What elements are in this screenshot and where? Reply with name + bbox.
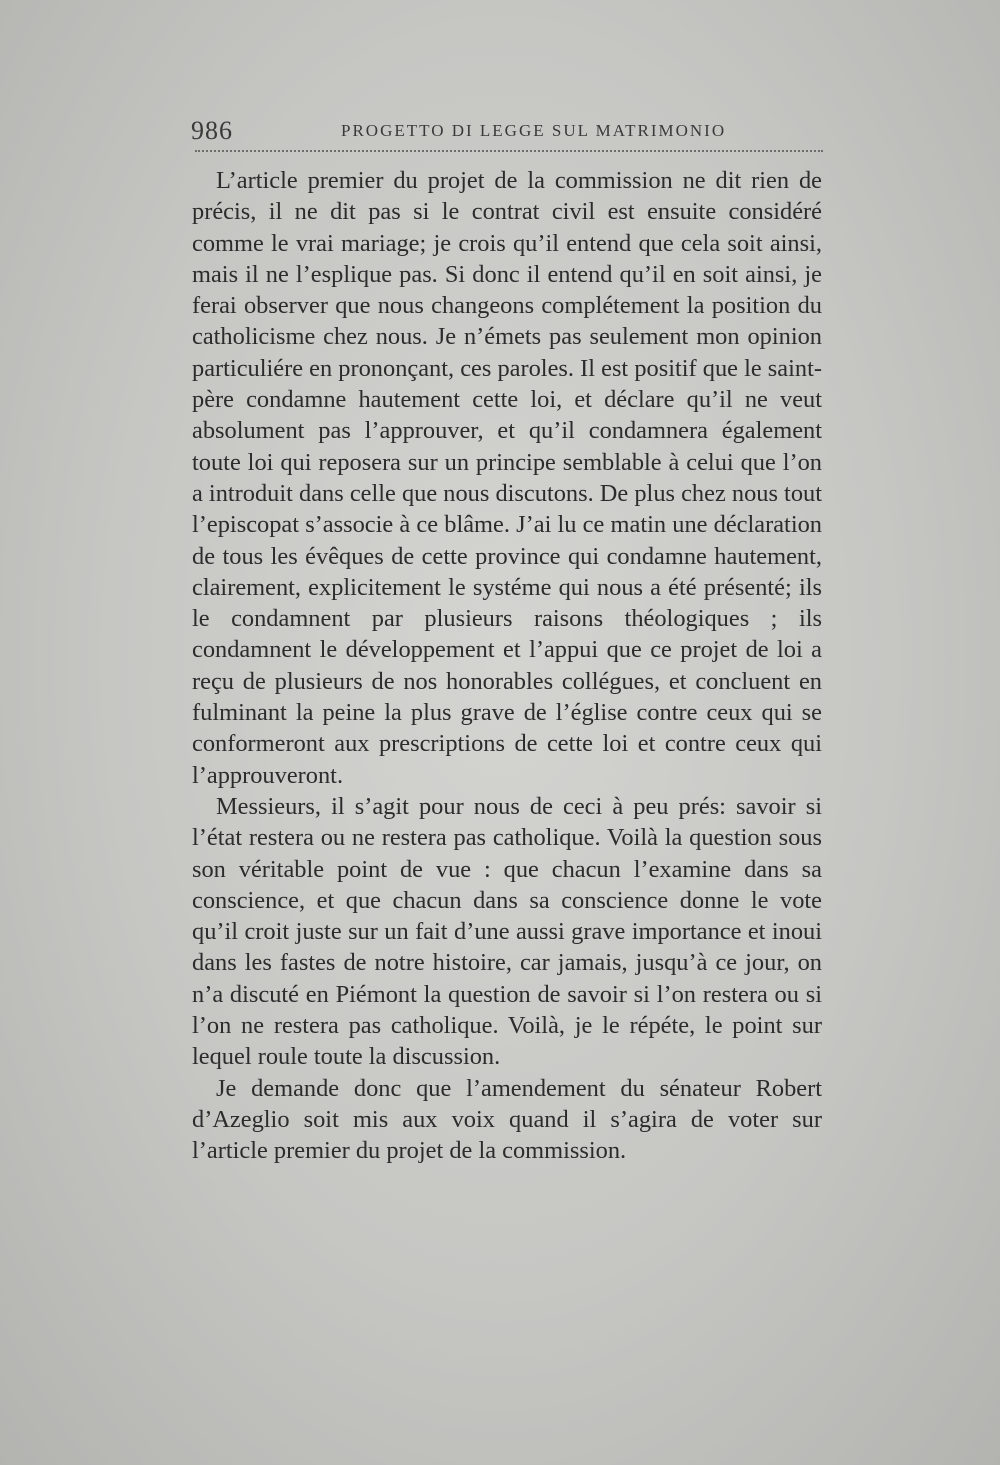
paragraph: L’article premier du projet de la commission ne dit rien de précis, il ne dit pas si le contrat civil est ensuite considéré comme le vrai mariage; je crois qu’il entend que cela soit ainsi, mais il ne l’esplique pas. Si donc il entend qu’il en soit ainsi, je ferai observer que nous changeons complétement la position du catholicisme chez nous. Je n’émets pas seulement mon opinion particuliére en prononçant, ces paroles. Il est positif que le saint-père condamne hautement cette loi, et déclare qu’il ne veut absolument pas l’approuver, et qu’il condamnera également toute loi qui reposera sur un principe semblable à celui que l’on a introduit dans celle que nous discutons. De plus chez nous tout l’episcopat s’associe à ce blâme. J’ai lu ce matin une déclaration de tous les évêques de cette province qui condamne hautement, clairement, explicitement le systéme qui nous a été présenté; ils le condamnent par plusieurs raisons théologiques ; ils condamnent le développement et l’appui que ce projet de loi a reçu de plusieurs de nos honorables collégues, et concluent en fulminant la peine la plus grave de l’église contre ceux qui se conformeront aux prescriptions de cette loi et contre ceux qui l’approuveront. [192, 167, 822, 789]
running-head [191, 112, 823, 148]
page-number: 986 [191, 116, 233, 145]
header-rule [195, 150, 823, 152]
paragraph: Je demande donc que l’amendement du sénateur Robert d’Azeglio soit mis aux voix quand il s’agira de voter sur l’article premier du projet de la commission. [192, 1074, 822, 1165]
body-text [192, 165, 822, 1167]
paragraph: Messieurs, il s’agit pour nous de ceci à peu prés: savoir si l’état restera ou ne restera pas catholique. Voilà la question sous son véritable point de vue : que chacun l’examine dans sa conscience, et que chacun dans sa conscience donne le vote qu’il croit juste sur un fait d’une aussi grave importance et inoui dans les fastes de notre histoire, car jamais, jusqu’à ce jour, on n’a discuté en Piémont la question de savoir si l’on restera ou si l’on ne restera pas catholique. Voilà, je le répéte, le point sur lequel roule toute la discussion. [192, 792, 822, 1071]
running-title: PROGETTO DI LEGGE SUL MATRIMONIO [341, 121, 727, 140]
